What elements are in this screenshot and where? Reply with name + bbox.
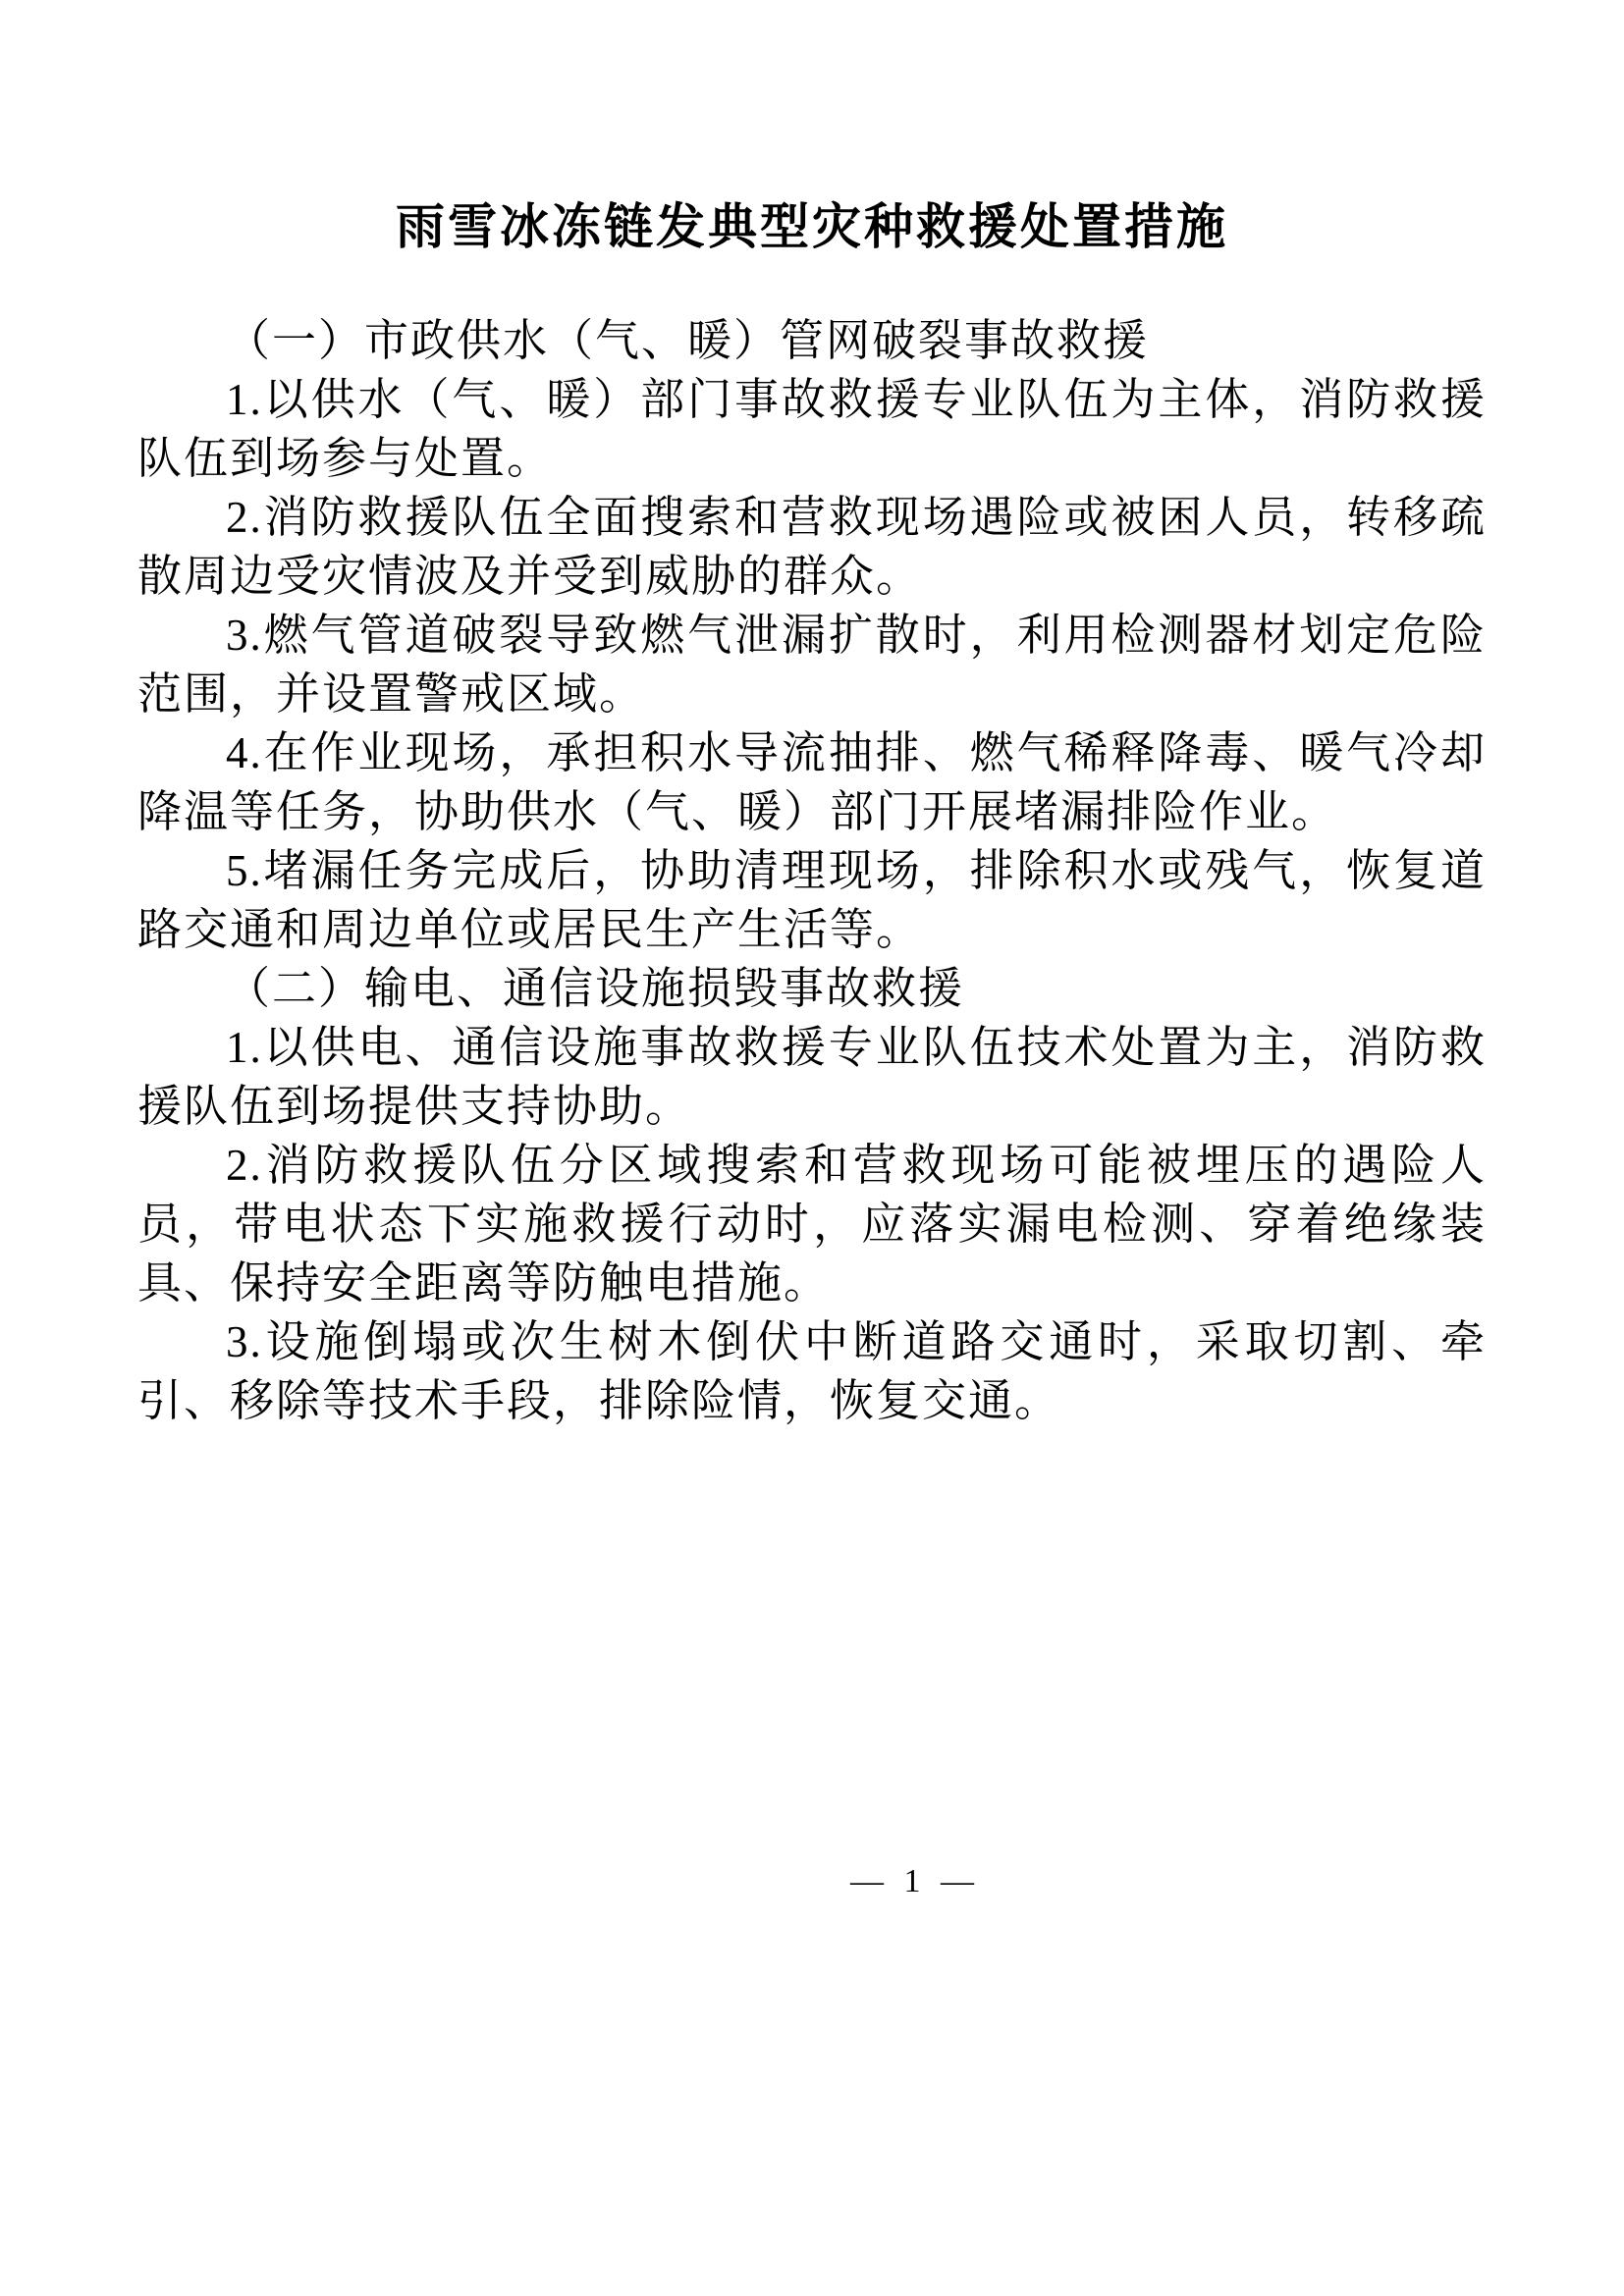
section-2-item-1: 1.以供电、通信设施事故救援专业队伍技术处置为主，消防救援队伍到场提供支持协助。 (137, 1023, 1487, 1131)
section-1-item-1: 1.以供水（气、暖）部门事故救援专业队伍为主体，消防救援队伍到场参与处置。 (137, 375, 1487, 483)
section-1-item-4: 4.在作业现场，承担积水导流抽排、燃气稀释降毒、暖气冷却降温等任务，协助供水（气、暖）部门开展堵漏排险作业。 (137, 728, 1487, 836)
section-1-item-5: 5.堵漏任务完成后，协助清理现场，排除积水或残气，恢复道路交通和周边单位或居民生产生活等。 (137, 846, 1487, 954)
section-2-item-3: 3.设施倒塌或次生树木倒伏中断道路交通时，采取切割、牵引、移除等技术手段，排除险情，恢复交通。 (137, 1317, 1487, 1425)
section-1-item-3: 3.燃气管道破裂导致燃气泄漏扩散时，利用检测器材划定危险范围，并设置警戒区域。 (137, 611, 1487, 719)
section-2-item-2: 2.消防救援队伍分区域搜索和营救现场可能被埋压的遇险人员，带电状态下实施救援行动时，应落实漏电检测、穿着绝缘装具、保持安全距离等防触电措施。 (137, 1141, 1487, 1308)
document-body (137, 311, 1487, 1430)
section-1-heading: （一）市政供水（气、暖）管网破裂事故救援 (226, 316, 1150, 365)
page-number: — 1 — (850, 1863, 980, 1899)
section-2-heading: （二）输电、通信设施损毁事故救援 (226, 964, 965, 1013)
document-title: 雨雪冰冻链发典型灾种救援处置措施 (396, 199, 1228, 254)
section-1-item-2: 2.消防救援队伍全面搜索和营救现场遇险或被困人员，转移疏散周边受灾情波及并受到威胁的群众。 (137, 493, 1487, 601)
